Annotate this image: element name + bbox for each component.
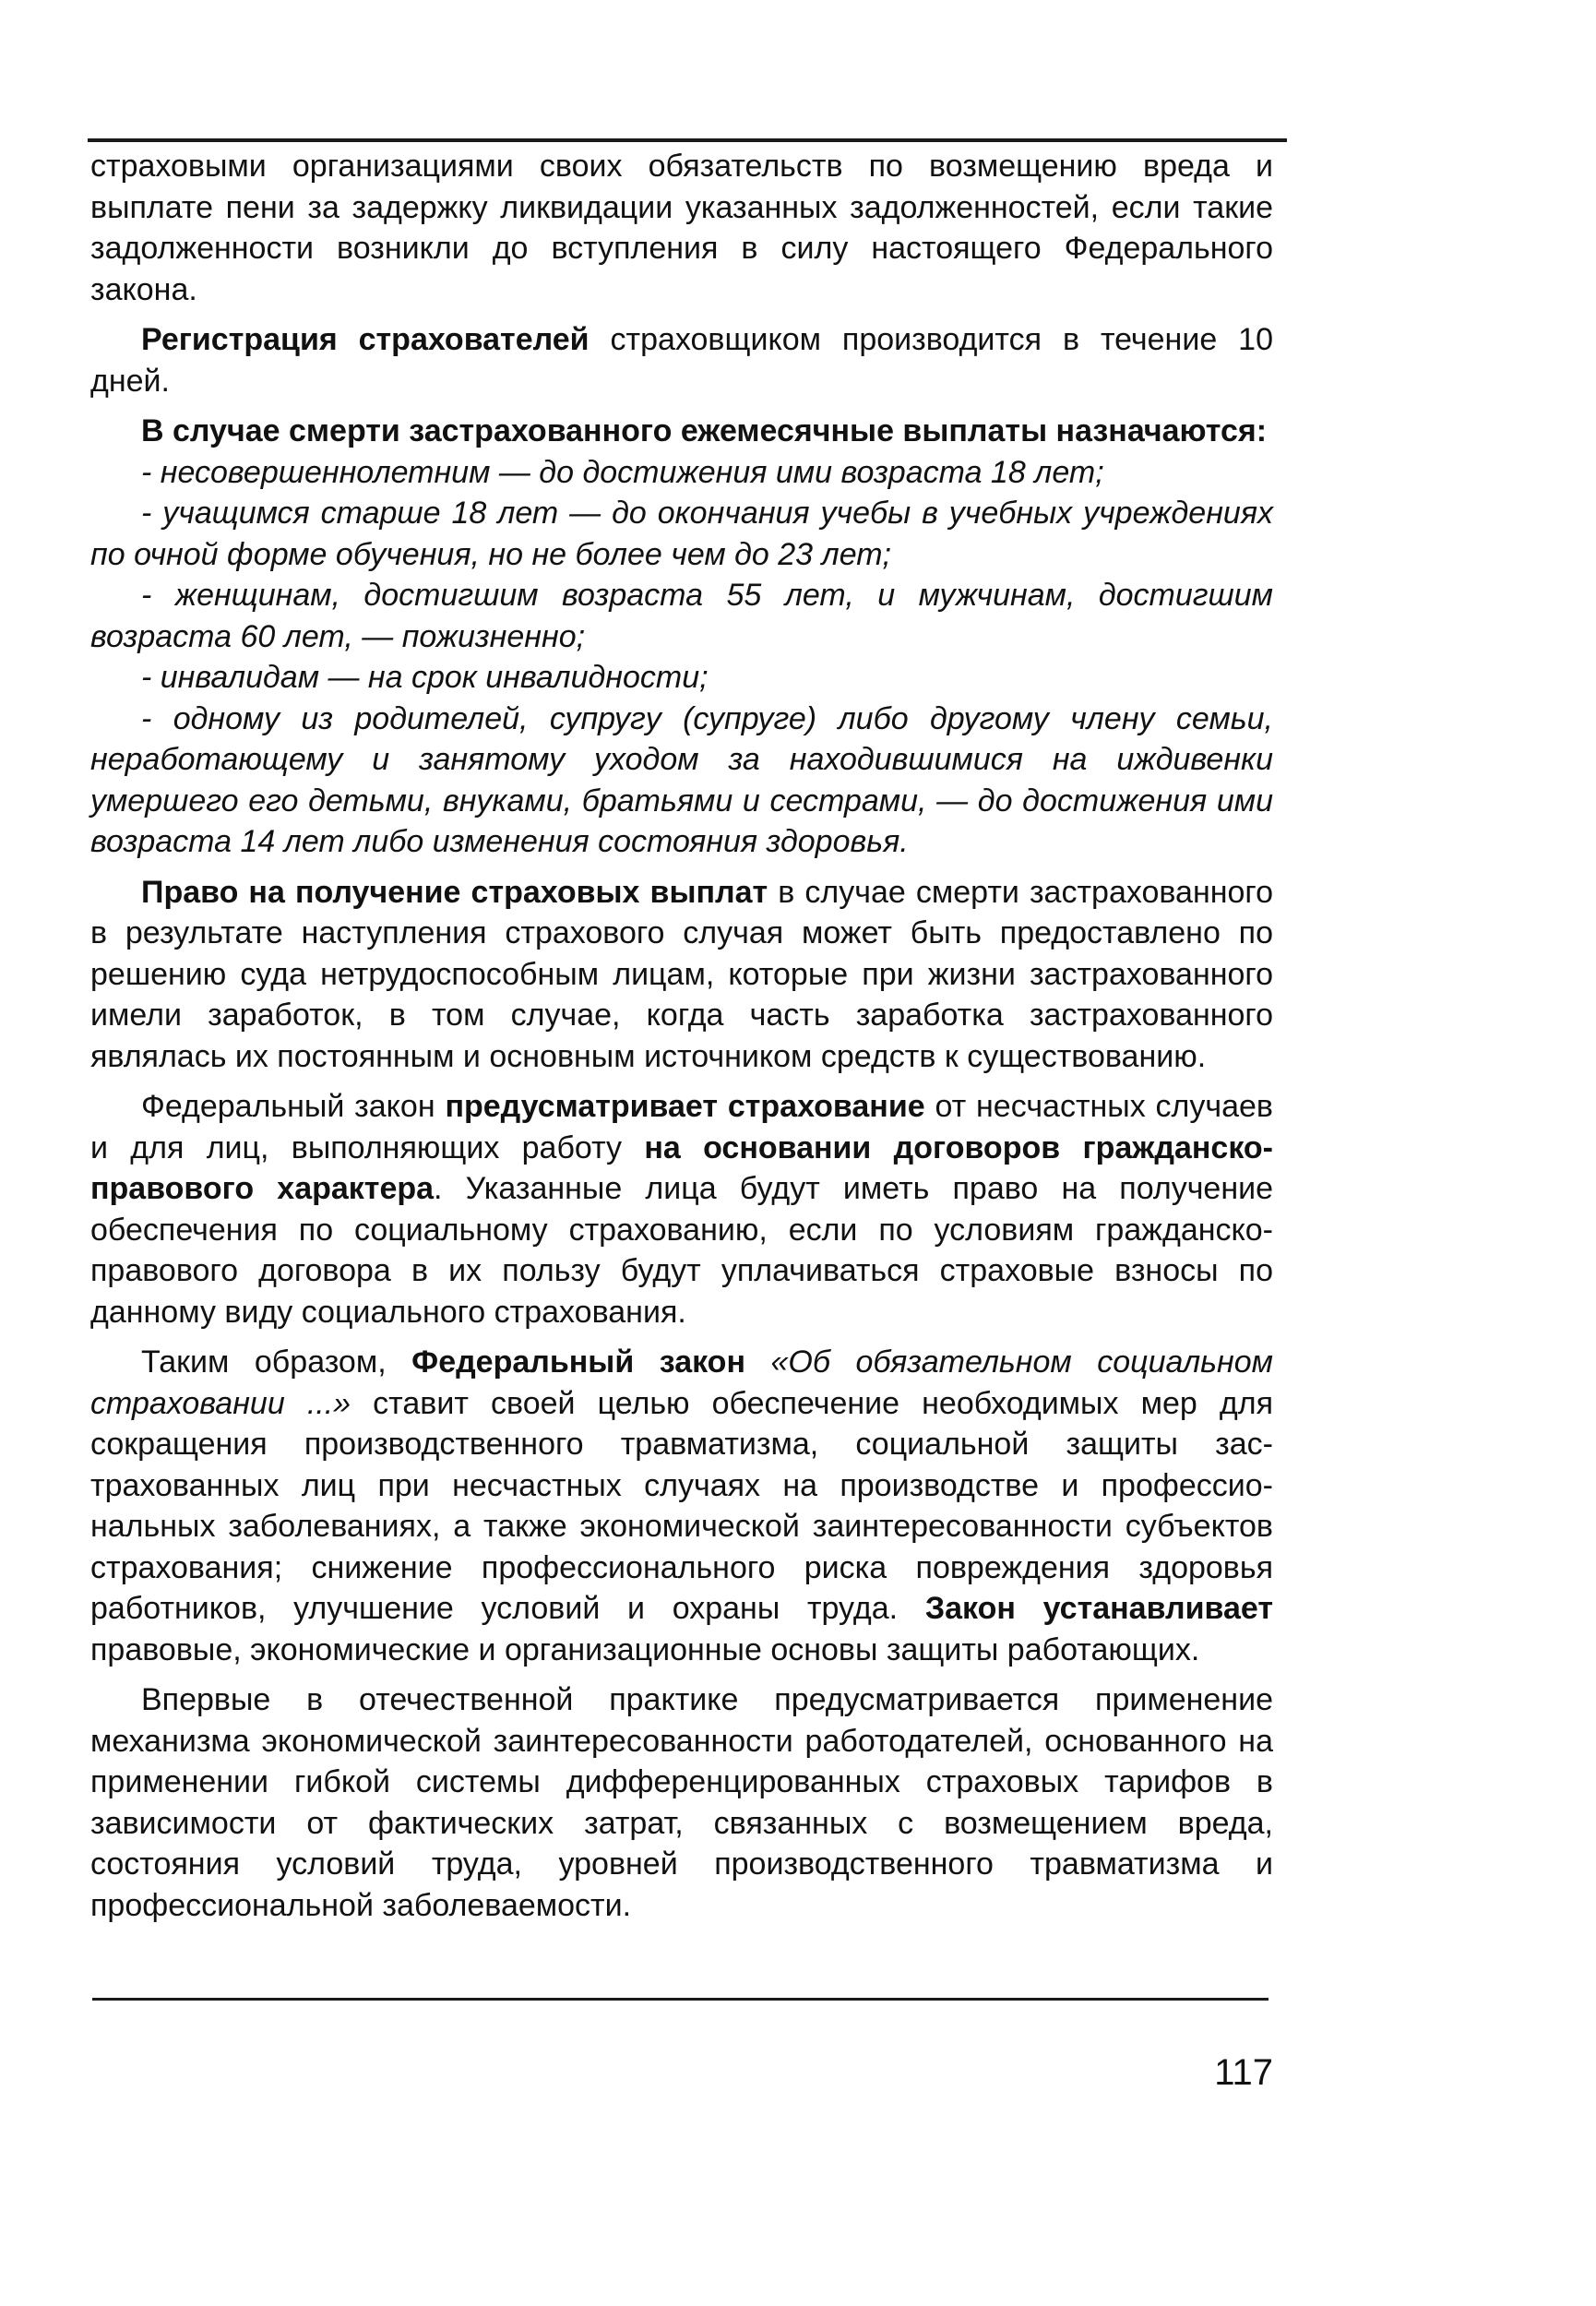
- list-item: - одному из родителей, супругу (супруге) либо другому члену семьи, неработающему и занятому уходом за находившимися на иждивенки умершего его детьми, внуками, братьями и сестрами, — до достижения ими возраста 14 лет либо изменения состояния здоровья.: [90, 700, 1273, 859]
- text-conclusion-b: ставит своей целью обеспечение необходимых мер для сокращения производственного травматизма, социальной защиты застрахованных лиц при несчастных случаях на производстве и профессиональных заболеваниях, а также экономической заинтересованности субъектов страхования; снижение профессионального риска повреждения здоровья работников, улучшение условий и охраны труда.: [90, 1385, 1273, 1626]
- paragraph-death-payments: [90, 411, 1273, 452]
- bold-federal-law: Федеральный закон: [411, 1344, 745, 1380]
- text-conclusion-a: Таким образом,: [141, 1344, 412, 1380]
- paragraph-continuation: страховыми организациями своих обязательств по возмещению вреда и выплате пени за задержку ликвидации указанных задолженностей, если такие задолженности возникли до вступления в силу настоящего Федерального закона.: [90, 149, 1273, 307]
- paragraph-federal-law: [90, 1086, 1273, 1332]
- paragraph-registration: [90, 319, 1273, 401]
- beneficiary-list: [90, 452, 1273, 863]
- text-right-to-payments: в случае смерти застрахованного в результате наступления страхового случая может быть предоставлено по решению суда нетрудоспособным лицам, которые при жизни застрахованного имели заработок, в том случае, когда часть заработка застрахованного являлась их постоянным и основным источником средств к существованию.: [90, 874, 1273, 1074]
- text-federal-law-c: . Указанные лица будут иметь право на получение обеспечения по социальному страхованию, если по условиям гражданско-правового договора в их пользу будут уплачиваться страховые взносы по данному виду социального страхования.: [90, 1171, 1274, 1330]
- paragraph-right-to-payments: [90, 872, 1273, 1078]
- bold-registration: Регистрация страхователей: [141, 322, 590, 357]
- text-federal-law-b: от несчастных случаев и для лиц, выполняющих работу: [90, 1089, 1273, 1165]
- list-item: - учащимся старше 18 лет — до окончания учебы в учебных учреждениях по очной форме обучения, но не более чем до 23 лет;: [90, 496, 1273, 572]
- bold-civil-contracts: на основании договоров гражданско-правового характера: [90, 1129, 1273, 1206]
- page-number: 117: [1214, 2052, 1273, 2093]
- list-item: - инвалидам — на срок инвалидности;: [141, 660, 709, 695]
- page-body: [90, 146, 1273, 1935]
- bold-right-to-payments: Право на получение страховых выплат: [141, 874, 768, 910]
- italic-law-title: «Об обязательном социальном страховании ...»: [90, 1344, 1273, 1421]
- paragraph-first-time: Впервые в отечественной практике предусматривается применение механизма экономической заинтересованности работодателей, основанного на применении гибкой системы дифференцированных страховых тарифов в зависимости от фактических затрат, связанных с возмещением вреда, состояния условий труда, уровней производственного травматизма и профессиональной заболеваемости.: [90, 1682, 1273, 1923]
- bold-death-payments: В случае смерти застрахованного ежемесячные выплаты назначаются:: [141, 413, 1268, 448]
- bold-law-establishes: Закон устанавливает: [924, 1591, 1274, 1626]
- bold-provides-insurance: предусматривает страхование: [445, 1089, 925, 1124]
- text-conclusion-c: правовые, экономические и организационные основы защиты работающих.: [90, 1631, 1200, 1667]
- list-item: - несовершеннолетним — до достижения ими возраста 18 лет;: [141, 454, 1104, 490]
- list-item: - женщинам, достигшим возраста 55 лет, и мужчинам, достигшим возраста 60 лет, — пожизненно;: [90, 578, 1273, 654]
- text-registration: страховщиком производится в течение 10 дней.: [90, 322, 1273, 399]
- text-federal-law-a: Федеральный закон: [141, 1089, 446, 1124]
- top-rule: [88, 138, 1287, 142]
- bottom-rule: [92, 1998, 1268, 2001]
- paragraph-conclusion: [90, 1342, 1273, 1670]
